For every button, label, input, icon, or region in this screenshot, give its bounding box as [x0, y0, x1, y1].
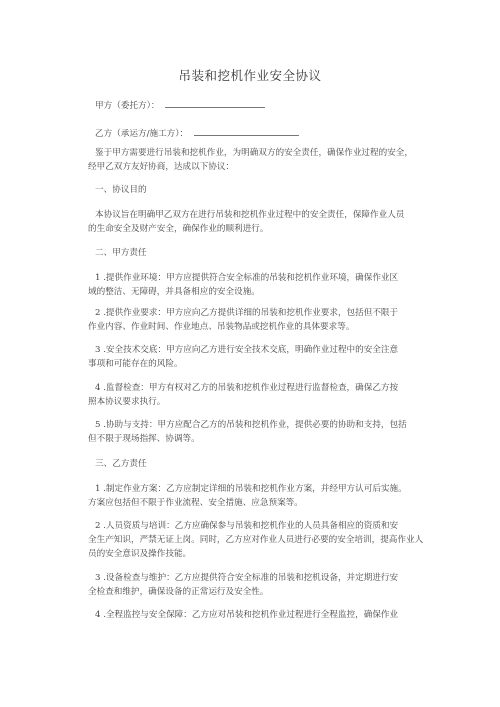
section-heading: 三、乙方责任 — [95, 459, 147, 469]
clause-line: 1 .制定作业方案：乙方应制定详细的吊装和挖机作业方案，并经甲方认可后实施。 — [95, 484, 407, 494]
clause-line: 照本协议要求执行。 — [88, 397, 166, 407]
party-b-line — [95, 126, 435, 141]
paragraph-line: 本协议旨在明确甲乙双方在进行吊装和挖机作业过程中的安全责任，保障作业人员 — [95, 210, 405, 220]
clause-line: 全检查和维护，确保设备的正常运行及安全性。 — [88, 587, 269, 597]
party-b-label: 乙方（承运方/施工方）： — [95, 129, 189, 139]
clause-line: 方案应包括但不限于作业流程、安全措施、应急预案等。 — [88, 498, 303, 508]
party-a-line — [95, 98, 435, 113]
clause-line: 事项和可能存在的风险。 — [88, 359, 183, 369]
clause-line: 2 .提供作业要求：甲方应向乙方提供详细的吊装和挖机作业要求，包括但不限于 — [95, 308, 399, 318]
clause-line: 4 .监督检查：甲方有权对乙方的吊装和挖机作业过程进行监督检查，确保乙方按 — [95, 383, 399, 393]
clause-line: 域的整洁、无障碍，并具备相应的安全设施。 — [88, 287, 260, 297]
paragraph-line: 的生命安全及财产安全，确保作业的顺利进行。 — [88, 224, 269, 234]
party-b-blank — [194, 126, 299, 136]
document-title: 吊装和挖机作业安全协议 — [178, 68, 322, 83]
clause-line: 1 .提供作业环境：甲方应提供符合安全标准的吊装和挖机作业环境，确保作业区 — [95, 273, 399, 283]
clause-line: 2 .人员资质与培训：乙方应确保参与吊装和挖机作业的人员具备相应的资质和安 — [95, 521, 399, 531]
clause-line: 作业内容、作业时间、作业地点、吊装物品或挖机作业的具体要求等。 — [88, 322, 355, 332]
section-heading: 二、甲方责任 — [95, 248, 147, 258]
clause-line: 但不限于现场指挥、协调等。 — [88, 434, 200, 444]
intro-line: 经甲乙双方友好协商，达成以下协议： — [88, 162, 235, 172]
party-a-label: 甲方（委托方）： — [95, 101, 160, 111]
clause-line: 全生产知识，严禁无证上岗。同时，乙方应对作业人员进行必要的安全培训，提高作业人 — [88, 535, 424, 545]
party-a-blank — [165, 98, 265, 108]
clause-line: 3 .安全技术交底：甲方应向乙方进行安全技术交底，明确作业过程中的安全注意 — [95, 345, 399, 355]
clause-line: 4 .全程监控与安全保障：乙方应对吊装和挖机作业过程进行全程监控，确保作业 — [95, 610, 399, 620]
clause-line: 5 .协助与支持：甲方应配合乙方的吊装和挖机作业，提供必要的协助和支持，包括 — [95, 420, 407, 430]
clause-line: 3 .设备检查与维护：乙方应提供符合安全标准的吊装和挖机设备，并定期进行安 — [95, 573, 399, 583]
clause-line: 员的安全意识及操作技能。 — [88, 549, 192, 559]
intro-line: 鉴于甲方需要进行吊装和挖机作业，为明确双方的安全责任，确保作业过程的安全， — [95, 148, 413, 158]
section-heading: 一、协议目的 — [95, 185, 147, 195]
